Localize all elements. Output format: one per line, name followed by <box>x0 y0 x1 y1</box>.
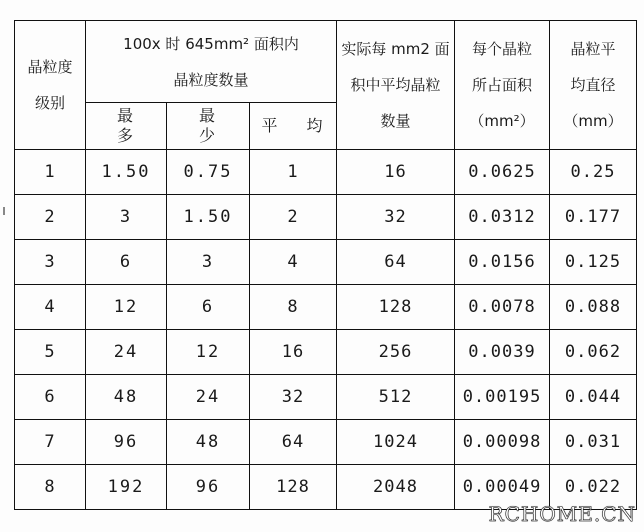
header-avg-diameter <box>550 21 637 150</box>
cell-per-mm2: 512 <box>337 375 455 420</box>
cell-max: 48 <box>86 375 167 420</box>
cell-diameter: 0.088 <box>550 285 637 330</box>
cell-grade: 2 <box>15 195 86 240</box>
cell-diameter: 0.044 <box>550 375 637 420</box>
cell-diameter: 0.25 <box>550 150 637 195</box>
cell-avg: 64 <box>250 420 337 465</box>
cell-grade: 1 <box>15 150 86 195</box>
cell-diameter: 0.125 <box>550 240 637 285</box>
cell-grade: 4 <box>15 285 86 330</box>
cell-min: 3 <box>167 240 250 285</box>
cell-per-mm2: 256 <box>337 330 455 375</box>
cell-max: 6 <box>86 240 167 285</box>
cell-avg: 4 <box>250 240 337 285</box>
cell-per-mm2: 1024 <box>337 420 455 465</box>
grain-size-table <box>14 20 637 510</box>
header-count-group-line1: 100x 时 645mm² 面积内 <box>123 34 299 53</box>
cell-diameter: 0.062 <box>550 330 637 375</box>
cell-avg: 8 <box>250 285 337 330</box>
cell-per-mm2: 2048 <box>337 465 455 510</box>
cell-min: 96 <box>167 465 250 510</box>
cell-grade: 6 <box>15 375 86 420</box>
header-min: 最 少 <box>167 103 250 150</box>
header-count-group <box>86 21 337 103</box>
cell-per-mm2: 32 <box>337 195 455 240</box>
cell-per-mm2: 128 <box>337 285 455 330</box>
cell-area: 0.0039 <box>455 330 550 375</box>
cell-avg: 32 <box>250 375 337 420</box>
cell-min: 12 <box>167 330 250 375</box>
cell-max: 12 <box>86 285 167 330</box>
cell-min: 6 <box>167 285 250 330</box>
table-row <box>15 330 637 375</box>
cell-diameter: 0.022 <box>550 465 637 510</box>
header-diameter-line3: （mm） <box>563 112 623 130</box>
header-diameter-line2: 均直径 <box>570 76 616 94</box>
header-per-mm2-line2: 积中平均晶粒 <box>350 76 441 94</box>
cell-grade: 3 <box>15 240 86 285</box>
cell-area: 0.0078 <box>455 285 550 330</box>
cell-min: 24 <box>167 375 250 420</box>
table-row <box>15 285 637 330</box>
cell-area: 0.0156 <box>455 240 550 285</box>
header-per-mm2-line1: 实际每 mm2 面 <box>341 40 450 58</box>
header-area-line1: 每个晶粒 <box>472 40 533 58</box>
header-count-group-line2: 晶粒度数量 <box>173 70 249 89</box>
cell-area: 0.0625 <box>455 150 550 195</box>
header-grade-level-line2: 级别 <box>34 94 65 112</box>
table-row <box>15 240 637 285</box>
header-max: 最 多 <box>86 103 167 150</box>
cell-min: 1.50 <box>167 195 250 240</box>
cell-diameter: 0.177 <box>550 195 637 240</box>
header-grade-level-line1: 晶粒度 <box>27 58 73 76</box>
cell-min: 0.75 <box>167 150 250 195</box>
cell-max: 3 <box>86 195 167 240</box>
table-row <box>15 375 637 420</box>
header-grade-level <box>15 21 86 150</box>
header-area-per-grain <box>455 21 550 150</box>
header-per-mm2-line3: 数量 <box>380 112 411 130</box>
scan-speck <box>3 207 5 215</box>
cell-max: 192 <box>86 465 167 510</box>
site-watermark: RCHOME.CN <box>488 502 636 526</box>
table-row <box>15 420 637 465</box>
cell-per-mm2: 16 <box>337 150 455 195</box>
header-diameter-line1: 晶粒平 <box>570 40 616 58</box>
cell-grade: 7 <box>15 420 86 465</box>
cell-max: 96 <box>86 420 167 465</box>
cell-max: 1.50 <box>86 150 167 195</box>
header-area-line3: （mm²） <box>469 112 535 130</box>
table-body <box>15 150 637 510</box>
cell-area: 0.0312 <box>455 195 550 240</box>
cell-diameter: 0.031 <box>550 420 637 465</box>
table-row <box>15 195 637 240</box>
cell-grade: 5 <box>15 330 86 375</box>
cell-area: 0.00098 <box>455 420 550 465</box>
cell-avg: 16 <box>250 330 337 375</box>
header-avg: 平 均 <box>250 103 337 150</box>
cell-avg: 2 <box>250 195 337 240</box>
cell-avg: 128 <box>250 465 337 510</box>
cell-per-mm2: 64 <box>337 240 455 285</box>
cell-area: 0.00049 <box>455 465 550 510</box>
header-area-line2: 所占面积 <box>472 76 533 94</box>
cell-avg: 1 <box>250 150 337 195</box>
cell-min: 48 <box>167 420 250 465</box>
cell-area: 0.00195 <box>455 375 550 420</box>
table-row <box>15 150 637 195</box>
cell-max: 24 <box>86 330 167 375</box>
cell-grade: 8 <box>15 465 86 510</box>
header-per-mm2 <box>337 21 455 150</box>
